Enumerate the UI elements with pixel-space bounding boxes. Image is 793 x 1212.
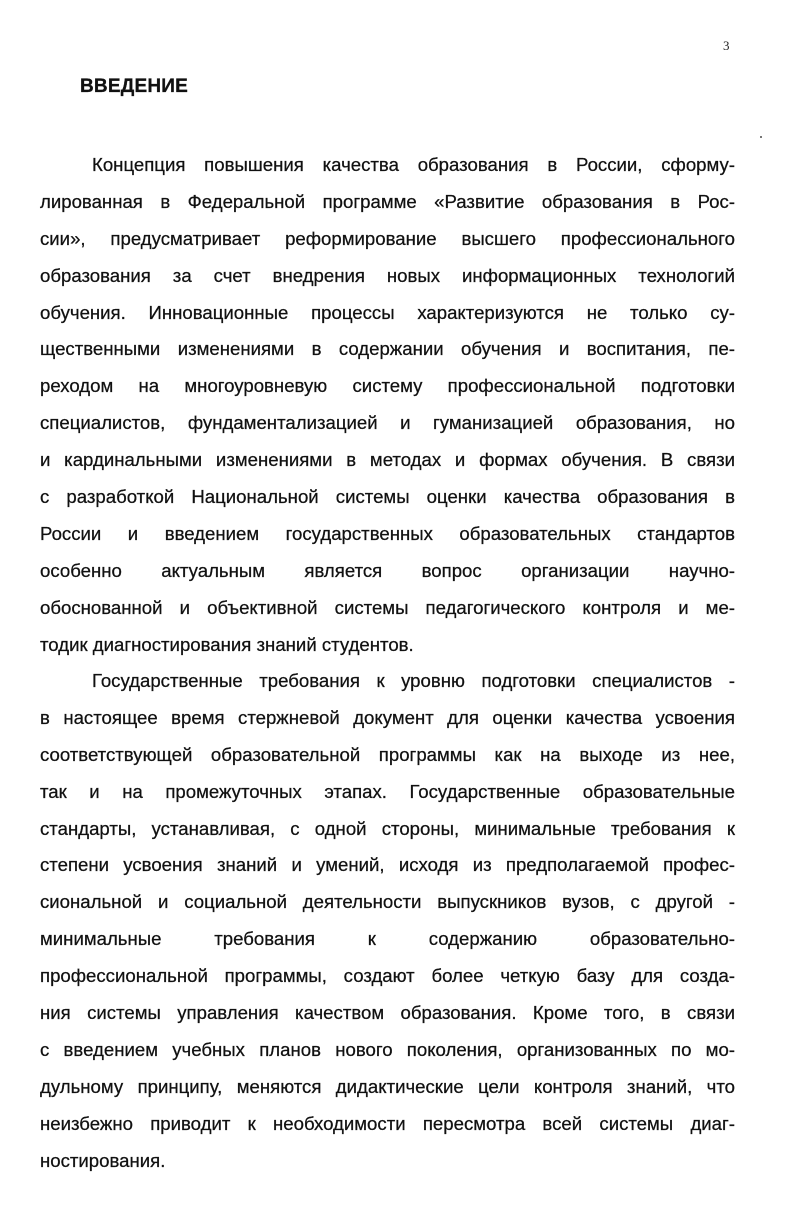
text-line: специалистов, фундаментализацией и гуманизацией образования, но — [40, 412, 735, 434]
text-line: особенно актуальным является вопрос организации научно- — [40, 559, 735, 581]
text-line: в настоящее время стержневой документ для оценки качества усвоения — [40, 706, 735, 728]
text-line: обучения. Инновационные процессы характеризуются не только су- — [40, 301, 735, 323]
text-line: щественными изменениями в содержании обучения и воспитания, пе- — [40, 338, 735, 360]
text-line: России и введением государственных образовательных стандартов — [40, 522, 735, 544]
text-line: с введением учебных планов нового поколения, организованных по мо- — [40, 1038, 735, 1060]
text-line: лированная в Федеральной программе «Развитие образования в Рос- — [40, 190, 735, 212]
text-line: соответствующей образовательной программы как на выходе из нее, — [40, 743, 735, 765]
text-line: ностирования. — [40, 1149, 166, 1171]
text-line: образования за счет внедрения новых информационных технологий — [40, 264, 735, 286]
paragraph-1 — [40, 147, 735, 663]
scan-speck — [760, 136, 762, 138]
text-line: и кардинальными изменениями в методах и формах обучения. В связи — [40, 449, 735, 471]
page-number: 3 — [723, 38, 730, 53]
text-line: стандарты, устанавливая, с одной стороны, минимальные требования к — [40, 817, 735, 839]
text-line: с разработкой Национальной системы оценки качества образования в — [40, 486, 735, 508]
text-line: неизбежно приводит к необходимости пересмотра всей системы диаг- — [40, 1112, 735, 1134]
text-line: реходом на многоуровневую систему профессиональной подготовки — [40, 375, 735, 397]
text-line: тодик диагностирования знаний студентов. — [40, 633, 414, 655]
text-line: обоснованной и объективной системы педагогического контроля и ме- — [40, 596, 735, 618]
text-line: так и на промежуточных этапах. Государственные образовательные — [40, 780, 735, 802]
text-line: Концепция повышения качества образования в России, сформу- — [92, 154, 735, 175]
text-line: Государственные требования к уровню подготовки специалистов - — [92, 670, 735, 691]
text-line: сиональной и социальной деятельности выпускников вузов, с другой - — [40, 891, 735, 913]
text-line: дульному принципу, меняются дидактические цели контроля знаний, что — [40, 1075, 735, 1097]
text-line: ния системы управления качеством образования. Кроме того, в связи — [40, 1002, 735, 1024]
text-line: сии», предусматривает реформирование высшего профессионального — [40, 227, 735, 249]
section-heading: ВВЕДЕНИЕ — [80, 76, 188, 97]
paragraph-2 — [40, 663, 735, 1179]
text-line: степени усвоения знаний и умений, исходя из предполагаемой профес- — [40, 854, 735, 876]
text-line: минимальные требования к содержанию образовательно- — [40, 928, 735, 950]
text-line: профессиональной программы, создают более четкую базу для созда- — [40, 965, 735, 987]
